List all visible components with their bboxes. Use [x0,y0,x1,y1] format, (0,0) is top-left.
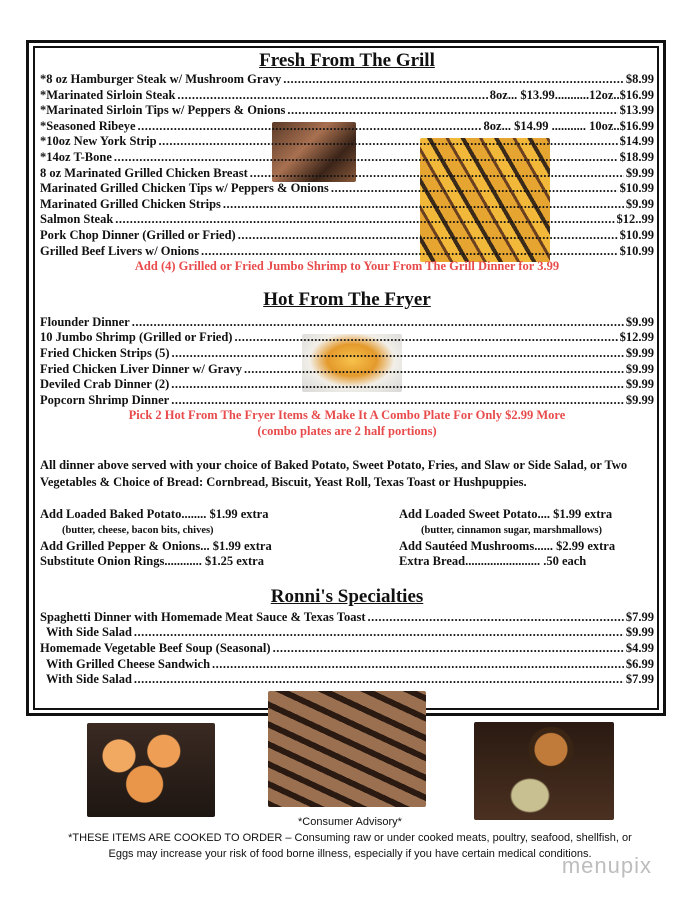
add-ons [40,507,654,569]
add-ons-right [399,507,654,569]
dot-leader [134,672,624,688]
dot-leader [177,88,487,104]
onion-ring-steak-photo [474,722,614,820]
dot-leader [367,610,623,626]
grill-menu-item [40,88,654,104]
menu-item-name: Fried Chicken Liver Dinner w/ Gravy [40,361,242,376]
menu-item-price: $10.99 [619,243,654,258]
menu-item-name: Grilled Beef Livers w/ Onions [40,243,200,258]
dot-leader [172,346,624,362]
addon-loaded-baked-potato-desc: (butter, cheese, bacon bits, chives) [62,525,214,537]
dot-leader [238,228,618,244]
menu-item-name: Marinated Grilled Chicken Strips [40,196,221,211]
menu-item-price: $9.99 [625,361,654,376]
dot-leader [171,393,624,409]
dot-leader [171,377,624,393]
menu-item-price: $18.99 [619,149,654,164]
fryer-menu-item [40,315,654,331]
addon-onion-rings: Substitute Onion Rings............ $1.25 extra [40,554,264,569]
grill-menu-item [40,181,654,197]
grill-items-list [40,72,654,259]
dot-leader [250,166,624,182]
dot-leader [159,134,618,150]
grill-menu-item [40,197,654,213]
dot-leader [273,641,624,657]
addon-sauteed-mushrooms: Add Sautéed Mushrooms...... $2.99 extra [399,538,616,553]
dot-leader [331,181,618,197]
menu-item-name: With Grilled Cheese Sandwich [46,656,211,671]
fryer-menu-item [40,393,654,409]
addon-loaded-sweet-potato-desc: (butter, cinnamon sugar, marshmallows) [421,525,602,537]
specialty-menu-item [40,641,654,657]
menu-item-price: $9.99 [625,392,654,407]
grill-menu-item [40,228,654,244]
dot-leader [223,197,624,213]
menu-item-price: $7.99 [625,609,654,624]
addon-grilled-pepper-onions: Add Grilled Pepper & Onions... $1.99 extra [40,538,272,553]
fryer-combo-note: Pick 2 Hot From The Fryer Items & Make It A Combo Plate For Only $2.99 More [128,408,566,423]
menu-item-name: *Marinated Sirloin Steak [40,87,176,102]
menu-item-price: $8.99 [625,72,654,86]
menu-item-name: Fried Chicken Strips (5) [40,345,170,360]
menu-item-name: *10oz New York Strip [40,134,157,149]
menu-item-name: *14oz T-Bone [40,149,112,164]
menu-item-name: Spaghetti Dinner with Homemade Meat Sauce & Texas Toast [40,609,366,624]
fryer-menu-item [40,346,654,362]
menu-item-price: $4.99 [625,641,654,656]
dot-leader [283,72,624,88]
menu-item-name: Salmon Steak [40,212,114,227]
grill-menu-item [40,134,654,150]
menu-item-name: *Seasoned Ribeye [40,118,136,133]
fryer-menu-item [40,377,654,393]
menu-item-price: $9.99 [625,165,654,180]
grill-menu-item [40,72,654,88]
specialty-menu-item [40,672,654,688]
dot-leader [114,150,618,166]
menu-item-price: $9.99 [625,625,654,640]
dot-leader [287,103,617,119]
menu-item-name: Deviled Crab Dinner (2) [40,377,170,392]
menu-item-price: $7.99 [625,672,654,687]
grill-shrimp-addon-note: Add (4) Grilled or Fried Jumbo Shrimp to Your From The Grill Dinner for 3.99 [134,259,560,274]
menu-item-price: $6.99 [625,656,654,671]
fryer-menu-item [40,330,654,346]
dot-leader [134,625,624,641]
specialties-section-title: Ronni's Specialties [270,585,424,607]
menu-item-name: Flounder Dinner [40,314,130,329]
menu-item-name: Pork Chop Dinner (Grilled or Fried) [40,227,236,242]
grill-menu-item [40,150,654,166]
menu-item-price: $9.99 [625,345,654,360]
consumer-advisory-title: *Consumer Advisory* [298,816,402,828]
menu-content [40,50,654,688]
grill-menu-item [40,166,654,182]
addon-loaded-sweet-potato: Add Loaded Sweet Potato.... $1.99 extra [399,507,613,522]
addon-loaded-baked-potato: Add Loaded Baked Potato........ $1.99 extra [40,507,269,522]
dot-leader [234,330,617,346]
sides-paragraph: All dinner above served with your choice of Baked Potato, Sweet Potato, Fries, and Slaw or Side Salad, or Two Vegetables & Choice of Bread: Cornbread, Biscuit, Yeast Roll, Texas Toast or Hushpuppies. [40,458,628,490]
menu-item-name: Popcorn Shrimp Dinner [40,392,170,407]
consumer-advisory-line-2: Eggs may increase your risk of food borne illness, especially if you have certain medical conditions. [108,848,592,860]
menu-item-size-options: 8oz... $13.99...........12oz.. [489,87,620,102]
menu-item-name: Homemade Vegetable Beef Soup (Seasonal) [40,641,271,656]
menu-item-price: $9.99 [625,196,654,211]
menu-item-price: $12..99 [616,212,654,227]
menupix-watermark: menupix [561,853,652,878]
specialties-items-list [40,610,654,688]
menu-item-name: *Marinated Sirloin Tips w/ Peppers & Onions [40,103,286,118]
fryer-section-title: Hot From The Fryer [263,288,431,310]
menu-item-price: $16.99 [619,118,654,133]
menu-item-name: 10 Jumbo Shrimp (Grilled or Fried) [40,330,233,345]
menu-item-price: $16.99 [619,87,654,102]
dot-leader [244,362,624,378]
fryer-combo-subnote: (combo plates are 2 half portions) [257,423,437,438]
menu-item-price: $13.99 [619,103,654,118]
menu-item-name: With Side Salad [46,625,132,640]
menu-item-name: *8 oz Hamburger Steak w/ Mushroom Gravy [40,72,282,86]
fryer-menu-item [40,362,654,378]
dot-leader [201,244,618,260]
menu-item-price: $14.99 [619,134,654,149]
menu-item-size-options: 8oz... $14.99 ........... 10oz.. [483,118,620,133]
specialty-menu-item [40,625,654,641]
addon-extra-bread: Extra Bread........................ .50 each [399,554,587,569]
dot-leader [132,315,624,331]
dot-leader [115,212,614,228]
grill-menu-item [40,244,654,260]
add-ons-left [40,507,340,569]
menu-item-name: 8 oz Marinated Grilled Chicken Breast [40,165,248,180]
grill-menu-item [40,119,654,135]
shrimp-skewer-photo [87,723,215,817]
menu-item-name: Marinated Grilled Chicken Tips w/ Peppers & Onions [40,181,329,196]
grill-menu-item [40,212,654,228]
grill-section-title: Fresh From The Grill [259,50,435,71]
specialty-menu-item [40,657,654,673]
dot-leader [212,657,624,673]
grilled-steak-photo [268,691,426,807]
menu-item-price: $10.99 [619,227,654,242]
menu-item-price: $10.99 [619,181,654,196]
menu-item-price: $12.99 [619,330,654,345]
menu-item-name: With Side Salad [46,672,132,687]
grill-menu-item [40,103,654,119]
menu-item-price: $9.99 [625,377,654,392]
menu-item-price: $9.99 [625,314,654,329]
specialty-menu-item [40,610,654,626]
fryer-items-list [40,315,654,409]
dot-leader [138,119,482,135]
consumer-advisory-line-1: *THESE ITEMS ARE COOKED TO ORDER – Consuming raw or under cooked meats, poultry, seafood, shellfish, or [68,832,632,844]
